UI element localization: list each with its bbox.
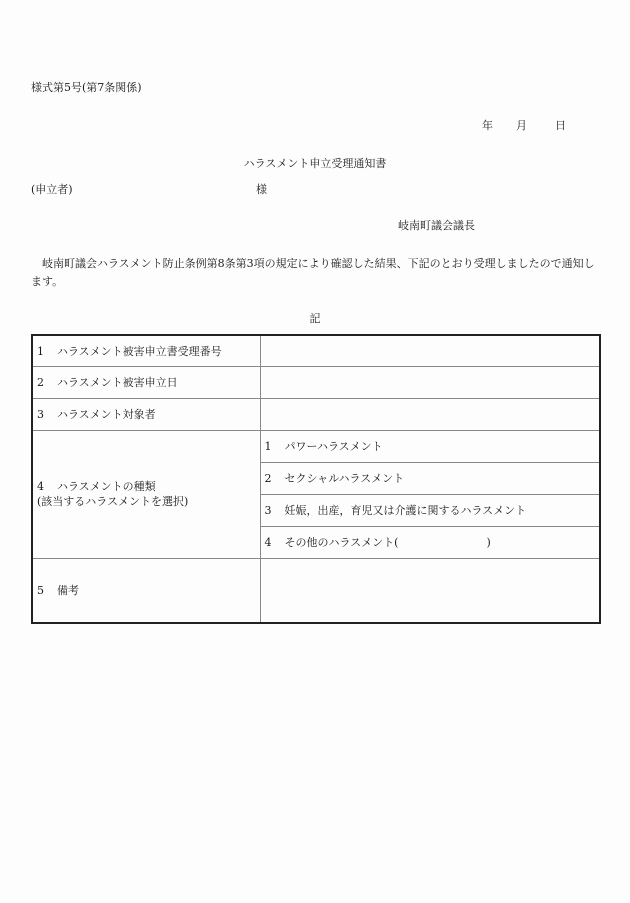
notification-table xyxy=(31,334,601,624)
remarks-field[interactable] xyxy=(260,558,600,623)
body-paragraph: 岐南町議会ハラスメント防止条例第8条第3項の規定により確認した結果、下記のとおり受理しましたので通知します。 xyxy=(31,257,595,288)
honorific: 様 xyxy=(256,183,267,196)
table-row xyxy=(32,399,600,431)
table-row xyxy=(32,558,600,623)
date-line xyxy=(482,119,566,133)
row-label: 2 ハラスメント被害申立日 xyxy=(32,367,260,399)
row-label: 3 ハラスメント対象者 xyxy=(32,399,260,431)
receipt-number-field[interactable] xyxy=(260,335,600,367)
document-title: ハラスメント申立受理通知書 xyxy=(243,157,387,170)
ki-heading: 記 xyxy=(309,312,321,325)
sender-name: 岐南町議会議長 xyxy=(398,219,475,232)
table-row xyxy=(32,367,600,399)
row-label: 5 備考 xyxy=(32,558,260,623)
recipient-label: (申立者) xyxy=(31,183,73,196)
table-row xyxy=(32,431,600,463)
date-year: 年 xyxy=(482,119,493,132)
subject-person-field[interactable] xyxy=(260,399,600,431)
form-number: 様式第5号(第7条関係) xyxy=(31,81,142,94)
table-row xyxy=(32,335,600,367)
harassment-type-label: 4 ハラスメントの種類 (該当するハラスメントを選択) xyxy=(32,431,260,559)
harassment-type-sublabel: (該当するハラスメントを選択) xyxy=(37,495,189,509)
harassment-option-power[interactable]: 1 パワーハラスメント xyxy=(260,431,600,463)
filing-date-field[interactable] xyxy=(260,367,600,399)
date-month: 月 xyxy=(516,119,527,132)
harassment-option-sexual[interactable]: 2 セクシャルハラスメント xyxy=(260,463,600,495)
date-day: 日 xyxy=(555,119,566,132)
harassment-option-other[interactable]: 4 その他のハラスメント( ) xyxy=(260,526,600,558)
harassment-option-maternity[interactable]: 3 妊娠，出産，育児又は介護に関するハラスメント xyxy=(260,494,600,526)
row-label: 1 ハラスメント被害申立書受理番号 xyxy=(32,335,260,367)
